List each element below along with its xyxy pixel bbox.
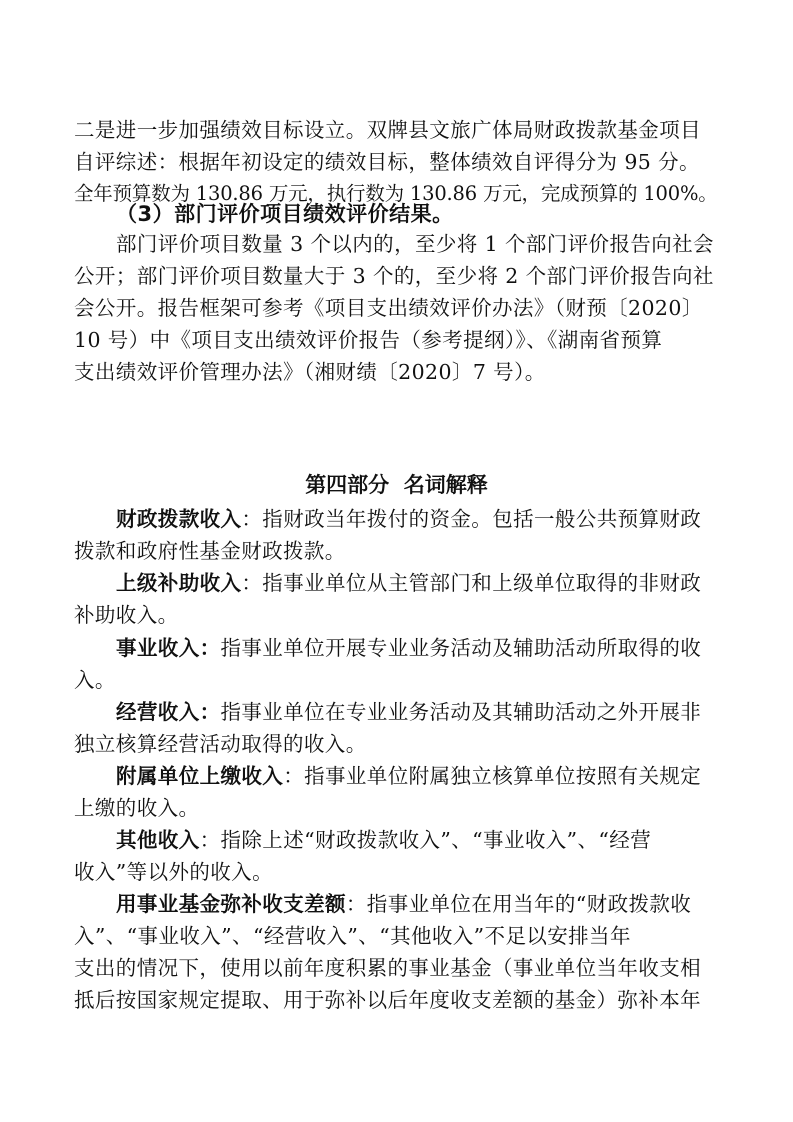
paragraph-line: 补助收入。 [74, 603, 179, 627]
section-heading: 第四部分 名词解释 [305, 473, 488, 497]
paragraph-line: 全年预算数为 130.86 万元，执行数为 130.86 万元，完成预算的 100%。 [74, 182, 718, 205]
paragraph-line: 入”、“事业收入”、“经营收入”、“其他收入”不足以安排当年 [74, 924, 631, 948]
term-label: 经营收入： [116, 700, 221, 724]
paragraph-line: 独立核算经营活动取得的收入。 [74, 732, 367, 756]
paragraph-line: 支出绩效评价管理办法》（湘财绩〔2020〕7 号）。 [74, 360, 546, 384]
paragraph-line: 公开；部门评价项目数量大于 3 个的，至少将 2 个部门评价报告向社 [74, 264, 714, 288]
term-definition [116, 696, 722, 728]
paragraph-line: 拨款和政府性基金财政拨款。 [74, 539, 346, 563]
paragraph-line: 二是进一步加强绩效目标设立。双牌县文旅广体局财政拨款基金项目 [74, 118, 701, 142]
term-text: ：指财政当年拨付的资金。包括一般公共预算财政 [241, 507, 702, 531]
paragraph-line: 入。 [74, 668, 116, 692]
term-label: 附属单位上缴收入 [116, 764, 284, 788]
term-definition [116, 824, 722, 856]
paragraph-line: 10 号）中《项目支出绩效评价报告（参考提纲）》、《湖南省预算 [74, 328, 663, 352]
term-label: 用事业基金弥补收支差额 [116, 892, 346, 916]
term-text: 指事业单位开展专业业务活动及辅助活动所取得的收 [220, 636, 702, 660]
term-text: ：指事业单位在用当年的“财政拨款收 [345, 892, 692, 916]
paragraph-line: 支出的情况下，使用以前年度积累的事业基金（事业单位当年收支相 [74, 956, 701, 980]
paragraph-line: 部门评价项目数量 3 个以内的，至少将 1 个部门评价报告向社会 [116, 232, 714, 256]
term-definition [116, 503, 722, 535]
term-text: ：指事业单位从主管部门和上级单位取得的非财政 [241, 571, 702, 595]
paragraph-line: 上缴的收入。 [74, 796, 200, 820]
term-label: 上级补助收入 [116, 571, 242, 595]
term-text: ：指事业单位附属独立核算单位按照有关规定 [283, 764, 702, 788]
term-label: 其他收入 [116, 828, 200, 852]
term-text: 指事业单位在专业业务活动及其辅助活动之外开展非 [220, 700, 702, 724]
term-definition [116, 632, 722, 664]
term-label: 财政拨款收入 [116, 507, 242, 531]
paragraph-line: 收入”等以外的收入。 [74, 860, 273, 884]
paragraph-line: 抵后按国家规定提取、用于弥补以后年度收支差额的基金）弥补本年 [74, 988, 701, 1012]
subsection-heading: （3）部门评价项目绩效评价结果。 [116, 202, 454, 226]
term-definition [116, 567, 722, 599]
paragraph-line: 自评综述：根据年初设定的绩效目标，整体绩效自评得分为 95 分。 [74, 150, 700, 174]
term-definition [116, 888, 722, 920]
term-label: 事业收入： [116, 636, 221, 660]
term-definition [116, 760, 722, 792]
paragraph-line: 会公开。报告框架可参考《项目支出绩效评价办法》（财预〔2020〕 [74, 296, 703, 320]
term-text: ：指除上述“财政拨款收入”、“事业收入”、“经营 [199, 828, 652, 852]
